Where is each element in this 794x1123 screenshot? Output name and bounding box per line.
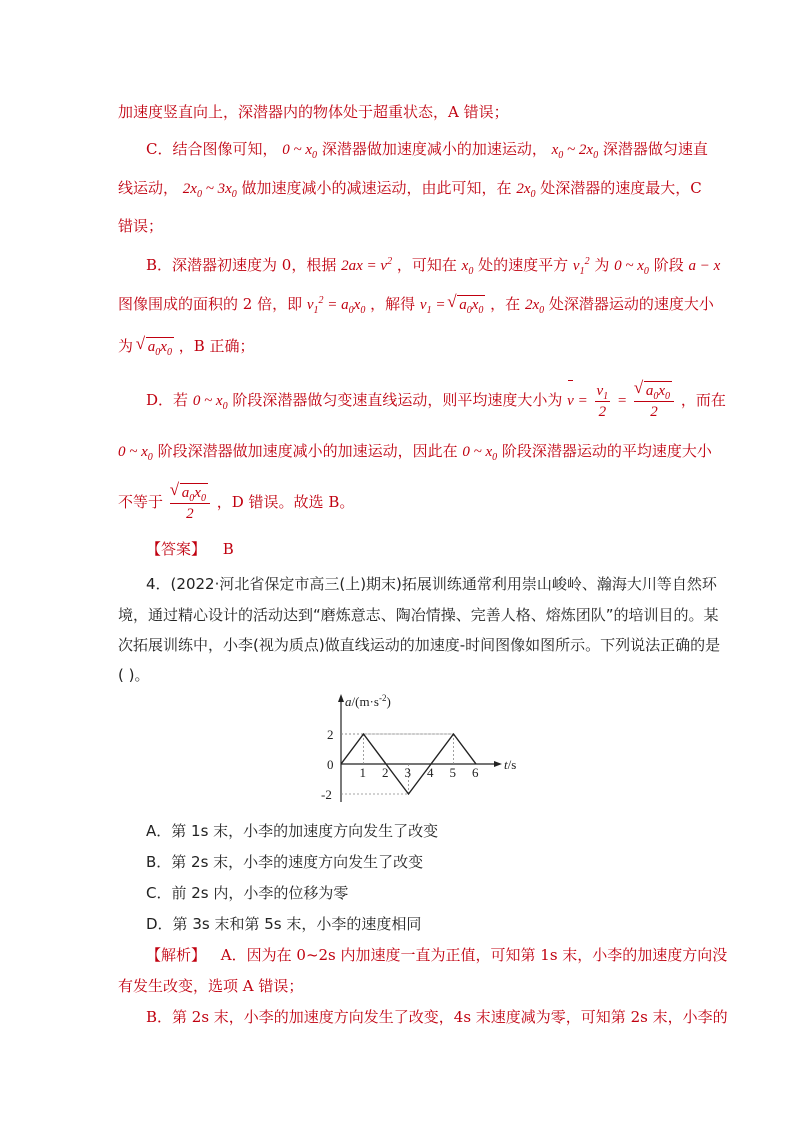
question-4-line-4 (118, 664, 149, 686)
math-0-x0: 0 ~ $x_0$ (192, 393, 228, 412)
option-c-line-2 (118, 177, 702, 200)
x-tick-label: 2 (382, 765, 389, 780)
analysis-line-3 (146, 1006, 728, 1028)
x-tick-label: 4 (427, 765, 434, 780)
math-sqrt-a0x0: √ $a_0x_0$ (138, 339, 174, 355)
solution-text: 加速度竖直向上，深潜器内的物体处于超重状态，A 错误； (118, 103, 509, 121)
option-b-text: ，B 正确； (178, 337, 255, 355)
option-d-text: 不等于 (118, 493, 164, 511)
option-b-text: 阶段 (653, 256, 684, 274)
math-2x0: $2x_0$ (516, 181, 536, 200)
question-4-line-2 (118, 604, 719, 626)
option-d-text: 阶段深潜器做加速度减小的加速运动，因此在 (157, 442, 458, 460)
math-0-x0: 0 ~ $x_0$ (282, 142, 318, 161)
math-x0: $x_0$ (461, 258, 474, 277)
analysis-text: A．因为在 0~2s 内加速度一直为正值，可知第 1s 末，小李的加速度方向没 (220, 946, 728, 964)
option-b-line-3 (118, 335, 255, 358)
option-c-line-3 (118, 215, 163, 237)
option-c-text: 做加速度减小的减速运动，由此可知，在 (241, 179, 512, 197)
math-frac-v1-2: $\frac{v_1}{2}$ (596, 382, 609, 420)
option-b-line-2 (118, 293, 714, 316)
x-tick-label: 6 (472, 765, 479, 780)
question-4-line-1 (146, 573, 717, 595)
y-axis-arrow (338, 694, 344, 702)
option-b-text: 图像围成的面积的 2 倍，即 (118, 295, 303, 313)
option-a (146, 820, 438, 842)
option-b-text: 为 (118, 337, 134, 355)
math-2x0-3x0: $2x_0$ ~ $3x_0$ (182, 181, 237, 200)
math-x0-2x0: $x_0$ ~ $2x_0$ (551, 142, 599, 161)
math-a-x: a − x (688, 258, 721, 274)
math-2ax-v2: $2ax = v^2$ (341, 256, 393, 274)
answer-value: B (222, 540, 234, 558)
analysis-text: B．第 2s 末，小李的加速度方向发生了改变，4s 末速度减为零，可知第 2s 末，小李的 (146, 1008, 728, 1026)
option-c-text: C．前 2s 内，小李的位移为零 (146, 884, 349, 902)
option-d (146, 913, 421, 935)
option-d-text: ，D 错误。故选 B。 (216, 493, 355, 511)
option-b-text: ，可知在 (396, 256, 457, 274)
question-text: ( )。 (118, 666, 150, 684)
chart-svg (305, 690, 515, 810)
option-b-text: 处的速度平方 (478, 256, 569, 274)
answer-line (146, 538, 234, 560)
option-d-line-2 (118, 440, 712, 463)
math-0-x0: 0 ~ $x_0$ (118, 444, 153, 463)
option-d-text: ，而在 (680, 391, 726, 409)
analysis-label: 【解析】 (146, 946, 207, 964)
option-c-text: 错误； (118, 217, 164, 235)
math-v1-sqrt: $v_1$ = √ $a_0x_0$ (420, 297, 485, 313)
question-4-line-3 (118, 634, 720, 656)
y-tick-label: 0 (327, 757, 334, 772)
option-c-text: 深潜器做匀速直 (602, 140, 708, 158)
option-b-label: B．深潜器初速度为 0，根据 (146, 256, 337, 274)
option-d-label: D．若 (146, 391, 189, 409)
option-d-line-1: D．若 0 ~ $x_0$ 阶段深潜器做匀变速直线运动，则平均速度大小为 v = $\frac{v_1}{2}$ = √ $\frac{a_0x_0}{2}$ ，而在 (146, 378, 726, 423)
analysis-line-1 (146, 944, 727, 966)
option-c-line-1 (146, 138, 708, 161)
question-text: 境，通过精心设计的活动达到“磨炼意志、陶冶情操、完善人格、熔炼团队”的培训目的。某 (118, 606, 719, 624)
option-a-text: A．第 1s 末，小李的加速度方向发生了改变 (146, 822, 439, 840)
acceleration-time-chart (305, 690, 515, 810)
option-b-text: ，解得 (370, 295, 416, 313)
math-0-x0: 0 ~ $x_0$ (614, 258, 649, 277)
x-axis-arrow (494, 761, 502, 767)
solution-line-1 (118, 101, 509, 123)
option-b-text: 为 (594, 256, 610, 274)
math-v1sq-a0x0: $v_1^2 = a_0x_0$ (306, 295, 366, 316)
x-axis-label: t/s (504, 757, 517, 772)
option-c-text: 线运动， (118, 179, 179, 197)
math-frac-sqrt-2: √ $\frac{a_0x_0}{2}$ (634, 381, 674, 422)
math-frac-sqrt-2: √ $\frac{a_0x_0}{2}$ (170, 483, 210, 524)
analysis-line-2 (118, 975, 303, 997)
math-0-x0: 0 ~ $x_0$ (462, 444, 498, 463)
option-b-line-1 (146, 254, 720, 277)
option-c-text: 处深潜器的速度最大，C (540, 179, 702, 197)
option-d-text: 阶段深潜器做匀变速直线运动，则平均速度大小为 (232, 391, 563, 409)
x-tick-label: 1 (359, 765, 366, 780)
option-b-text: ，在 (490, 295, 521, 313)
option-d-line-3 (118, 480, 354, 524)
option-b-text: B．第 2s 末，小李的速度方向发生了改变 (146, 853, 424, 871)
x-tick-label: 3 (404, 765, 411, 780)
y-axis-label: $a/(m\cdot s^{-2})$ (345, 693, 391, 709)
option-c (146, 882, 348, 904)
math-vbar: v = (567, 393, 588, 409)
math-2x0: $2x_0$ (524, 297, 545, 316)
y-tick-label: -2 (321, 787, 332, 802)
question-text: 4．(2022·河北省保定市高三(上)期末)拓展训练通常利用崇山峻岭、瀚海大川等自然环 (146, 575, 717, 593)
analysis-text: 有发生改变，选项 A 错误； (118, 977, 304, 995)
option-d-text: 阶段深潜器运动的平均速度大小 (501, 442, 712, 460)
x-tick-label: 5 (449, 765, 456, 780)
answer-label: 【答案】 (146, 540, 207, 558)
question-text: 次拓展训练中，小李(视为质点)做直线运动的加速度-时间图像如图所示。下列说法正确的是 (118, 636, 721, 654)
option-c-text: 深潜器做加速度减小的加速运动， (321, 140, 547, 158)
y-tick-label: 2 (327, 727, 334, 742)
option-c-label: C．结合图像可知， (146, 140, 278, 158)
option-d-text: D．第 3s 末和第 5s 末，小李的速度相同 (146, 915, 422, 933)
math-v1-squared: $v_1^2$ (572, 256, 590, 277)
option-b (146, 851, 423, 873)
option-b-text: 处深潜器运动的速度大小 (548, 295, 714, 313)
